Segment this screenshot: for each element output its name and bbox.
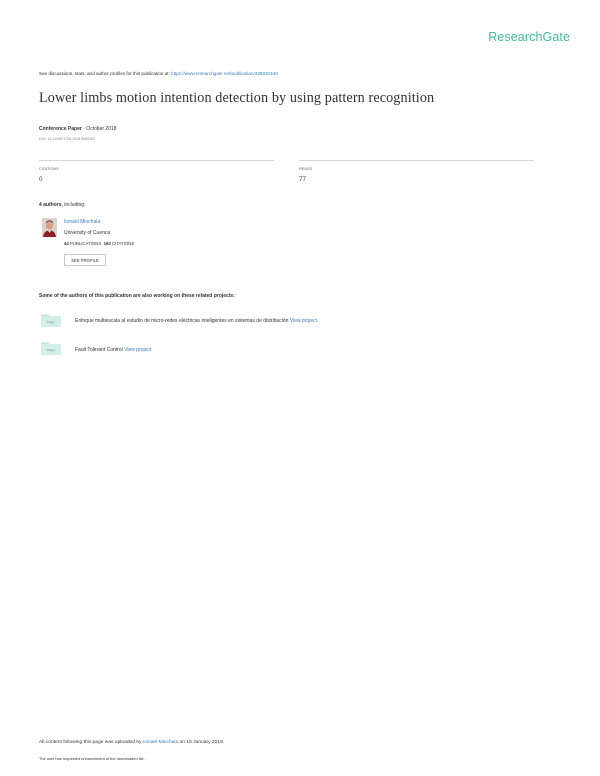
related-projects-heading: Some of the authors of this publication are also working on these related projects: (39, 293, 235, 299)
upload-info (39, 740, 224, 745)
project-icon-label: Project (47, 349, 55, 352)
author-stats (64, 241, 134, 246)
citations-value: 0 (39, 176, 43, 183)
project-title: Fault Tolerant Control (75, 347, 125, 353)
reads-value: 77 (299, 176, 307, 183)
author-institution: University of Cuenca (64, 230, 111, 236)
reads-divider (299, 160, 534, 161)
paper-type: Conference Paper (39, 126, 82, 132)
project-icon-label: Project (47, 321, 55, 324)
upload-suffix: on 16 January 2019. (178, 740, 225, 745)
author-citations-count: 163 (103, 241, 111, 246)
paper-doi[interactable]: DOI: 10.1109/ETCM.2018.8580302 (39, 137, 96, 141)
discussion-notice (39, 71, 278, 76)
authors-count: 4 authors (39, 202, 62, 208)
project-item-text (75, 347, 151, 353)
uploader-link[interactable]: Ismael Minchala (142, 740, 179, 745)
notice-text: See discussions, stats, and author profiles for this publication at: (39, 71, 172, 76)
project-title: Enfoque multiescala al estudio de micro-redes eléctricas inteligentes en sistemas de distribución (75, 318, 290, 324)
author-citations-label: CITATIONS (111, 241, 135, 246)
paper-date: · October 2018 (83, 126, 117, 132)
paper-title: Lower limbs motion intention detection by using pattern recognition (39, 90, 435, 106)
view-project-link[interactable]: View project (124, 347, 152, 353)
upload-prefix: All content following this page was uploaded by (39, 740, 143, 745)
reads-label: READS (299, 167, 313, 171)
author-name-link[interactable]: Ismael Minchala (64, 219, 101, 225)
author-avatar[interactable] (42, 218, 57, 237)
paper-meta (39, 126, 117, 132)
author-publications-count: 44 (64, 241, 69, 246)
see-profile-button[interactable]: SEE PROFILE (64, 254, 106, 266)
avatar-icon (42, 218, 57, 237)
authors-suffix: , including: (61, 202, 86, 208)
publication-url-link[interactable]: https://www.researchgate.net/publication/328020448 (171, 71, 278, 76)
citations-divider (39, 160, 274, 161)
view-project-link[interactable]: View project (289, 318, 317, 324)
project-folder-icon (41, 341, 61, 355)
enhancement-note: The user has requested enhancement of the downloaded file. (39, 756, 145, 761)
project-item-text (75, 318, 317, 324)
project-item (41, 341, 61, 360)
project-item (41, 313, 61, 332)
authors-heading (39, 202, 85, 208)
author-publications-label: PUBLICATIONS (69, 241, 102, 246)
researchgate-logo[interactable]: ResearchGate (488, 30, 570, 44)
citations-label: CITATIONS (39, 167, 59, 171)
project-folder-icon (41, 313, 61, 327)
